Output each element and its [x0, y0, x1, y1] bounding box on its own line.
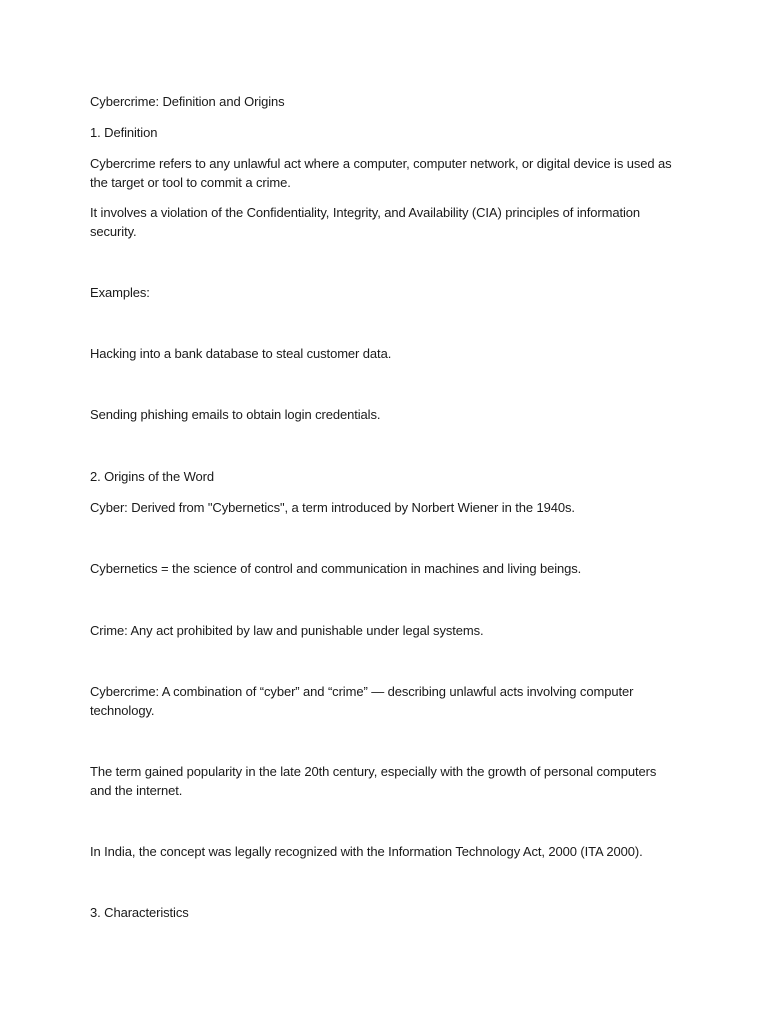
origin-india-paragraph: In India, the concept was legally recognized with the Information Technology Act, 2000 (ITA 2000). — [90, 844, 643, 859]
origin-cyber-paragraph: Cyber: Derived from "Cybernetics", a term introduced by Norbert Wiener in the 1940s. — [90, 500, 575, 515]
definition-paragraph: Cybercrime refers to any unlawful act where a computer, computer network, or digital device is used as the target or tool to commit a crime. — [90, 156, 672, 190]
section-heading-definition: 1. Definition — [90, 125, 158, 140]
section-heading-characteristics: 3. Characteristics — [90, 905, 189, 920]
example-item: Sending phishing emails to obtain login credentials. — [90, 407, 381, 422]
cia-paragraph: It involves a violation of the Confidentiality, Integrity, and Availability (CIA) principles of information security. — [90, 205, 641, 239]
example-item: Hacking into a bank database to steal customer data. — [90, 346, 392, 361]
origin-cybernetics-paragraph: Cybernetics = the science of control and communication in machines and living beings. — [90, 561, 582, 576]
examples-label: Examples: — [90, 285, 150, 300]
origin-popularity-paragraph: The term gained popularity in the late 20th century, especially with the growth of personal computers and the internet. — [90, 764, 657, 798]
origin-cybercrime-paragraph: Cybercrime: A combination of “cyber” and “crime” — describing unlawful acts involving computer technology. — [90, 684, 634, 718]
section-heading-origins: 2. Origins of the Word — [90, 469, 215, 484]
origin-crime-paragraph: Crime: Any act prohibited by law and punishable under legal systems. — [90, 623, 484, 638]
document-title: Cybercrime: Definition and Origins — [90, 94, 285, 109]
